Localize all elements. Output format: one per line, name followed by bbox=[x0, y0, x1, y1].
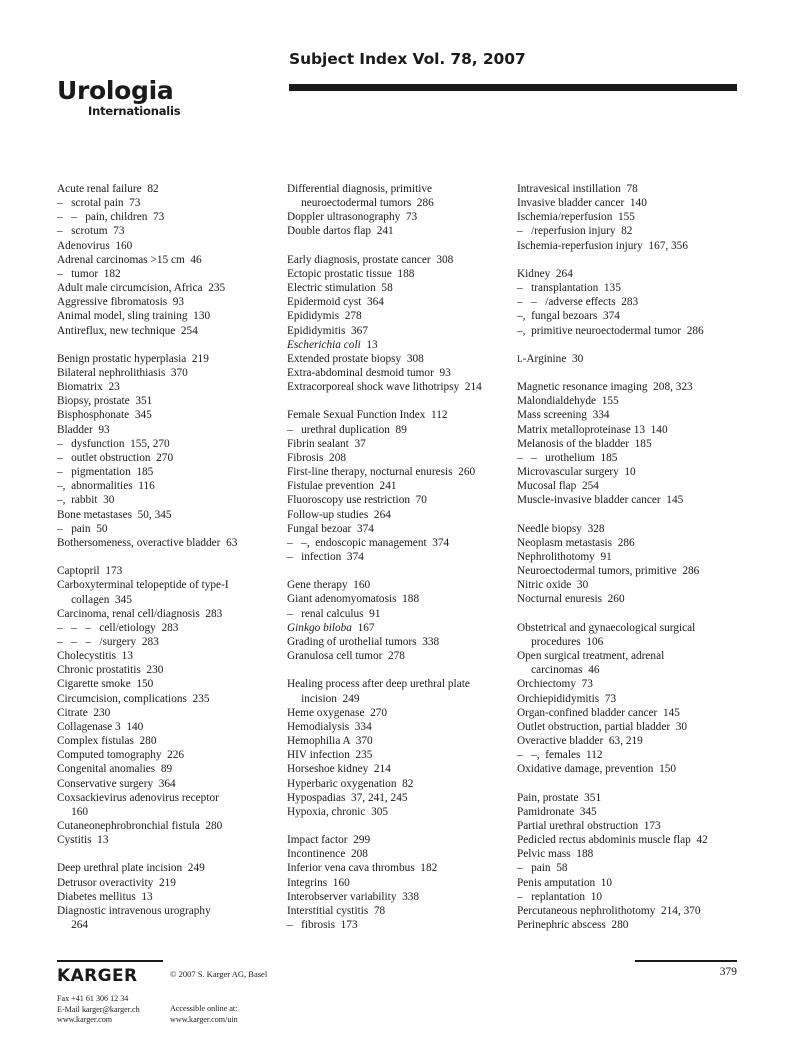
index-entry: Grading of urothelial tumors 338 bbox=[287, 635, 440, 648]
index-entry: – tumor 182 bbox=[57, 267, 121, 280]
index-entry: Hemophilia A 370 bbox=[287, 735, 373, 748]
index-entry: – – – /surgery 283 bbox=[57, 635, 159, 648]
index-entry: – fibrosis 173 bbox=[287, 919, 358, 932]
index-entry: – – – cell/etiology 283 bbox=[57, 621, 179, 634]
online-access bbox=[170, 1004, 238, 1025]
page-title: Subject Index Vol. 78, 2007 bbox=[289, 50, 526, 68]
index-entry: Partial urethral obstruction 173 bbox=[517, 819, 661, 832]
index-entry: incision 249 bbox=[287, 692, 360, 705]
index-group-separator bbox=[287, 564, 517, 578]
publisher-fax: Fax +41 61 306 12 34 bbox=[57, 994, 129, 1003]
publisher-logo: KARGER bbox=[57, 966, 138, 986]
online-access-label: Accessible online at: bbox=[170, 1004, 238, 1013]
index-entry: Gene therapy 160 bbox=[287, 579, 371, 592]
index-entry: Pedicled rectus abdominis muscle flap 42 bbox=[517, 834, 708, 847]
index-entry: Healing process after deep urethral plate bbox=[287, 678, 470, 691]
index-entry: Extracorporeal shock wave lithotripsy 214 bbox=[287, 381, 482, 394]
index-group-separator bbox=[517, 508, 747, 522]
index-entry: Carcinoma, renal cell/diagnosis 283 bbox=[57, 607, 223, 620]
index-entry: – urethral duplication 89 bbox=[287, 423, 407, 436]
index-group-separator bbox=[517, 776, 747, 790]
index-group-separator bbox=[287, 394, 517, 408]
index-entry: Hypoxia, chronic 305 bbox=[287, 805, 389, 818]
index-entry: Fibrosis 208 bbox=[287, 451, 347, 464]
index-entry: Epididymis 278 bbox=[287, 310, 362, 323]
index-entry: –, fungal bezoars 374 bbox=[517, 310, 620, 323]
index-entry: Intravesical instillation 78 bbox=[517, 183, 638, 195]
index-group-separator bbox=[287, 663, 517, 677]
index-entry: Chronic prostatitis 230 bbox=[57, 664, 164, 677]
index-entry: Biomatrix 23 bbox=[57, 381, 120, 394]
index-entry: Melanosis of the bladder 185 bbox=[517, 437, 652, 450]
index-entry: collagen 345 bbox=[57, 593, 132, 606]
index-entry: Computed tomography 226 bbox=[57, 749, 185, 762]
index-entry: – /reperfusion injury 82 bbox=[517, 225, 633, 238]
index-entry: Penis amputation 10 bbox=[517, 876, 613, 889]
index-entry: Coxsackievirus adenovirus receptor bbox=[57, 791, 219, 804]
index-entry: – pain 58 bbox=[517, 862, 568, 875]
index-entry: Fungal bezoar 374 bbox=[287, 522, 374, 535]
page-number: 379 bbox=[719, 966, 737, 978]
index-entry: Bladder 93 bbox=[57, 423, 110, 436]
index-entry: Overactive bladder 63, 219 bbox=[517, 735, 643, 748]
index-entry: Adenovirus 160 bbox=[57, 239, 133, 252]
index-group-separator bbox=[517, 253, 747, 267]
index-entry: Matrix metalloproteinase 13 140 bbox=[517, 423, 668, 436]
index-entry: Follow-up studies 264 bbox=[287, 508, 391, 521]
publisher-contact bbox=[57, 994, 140, 1026]
index-entry: Aggressive fibromatosis 93 bbox=[57, 296, 185, 309]
journal-name: Urologia bbox=[57, 76, 174, 105]
journal-subtitle: Internationalis bbox=[88, 104, 181, 118]
index-entry: Hemodialysis 334 bbox=[287, 720, 372, 733]
index-entry: Percutaneous nephrolithotomy 214, 370 bbox=[517, 904, 701, 917]
index-entry: Orchiectomy 73 bbox=[517, 678, 593, 691]
index-entry: – dysfunction 155, 270 bbox=[57, 437, 170, 450]
index-entry: Double dartos flap 241 bbox=[287, 225, 394, 238]
index-entry: Pain, prostate 351 bbox=[517, 791, 602, 804]
index-entry: Benign prostatic hyperplasia 219 bbox=[57, 352, 209, 365]
index-entry: Electric stimulation 58 bbox=[287, 282, 393, 295]
index-entry: 160 bbox=[57, 805, 89, 818]
index-entry: Complex fistulas 280 bbox=[57, 735, 157, 748]
index-entry: Diabetes mellitus 13 bbox=[57, 890, 153, 903]
index-entry: Oxidative damage, prevention 150 bbox=[517, 763, 677, 776]
index-entry: –, primitive neuroectodermal tumor 286 bbox=[517, 324, 704, 337]
index-entry: Deep urethral plate incision 249 bbox=[57, 862, 205, 875]
italic-term: Escherichia coli bbox=[287, 338, 361, 351]
index-entry: Organ-confined bladder cancer 145 bbox=[517, 706, 680, 719]
index-entry: HIV infection 235 bbox=[287, 749, 373, 762]
index-entry: procedures 106 bbox=[517, 635, 604, 648]
publisher-website: www.karger.com bbox=[57, 1015, 113, 1024]
index-entry: Ischemia-reperfusion injury 167, 356 bbox=[517, 239, 688, 252]
index-entry: Ectopic prostatic tissue 188 bbox=[287, 267, 415, 280]
index-entry: Circumcision, complications 235 bbox=[57, 692, 210, 705]
index-group-separator bbox=[517, 607, 747, 621]
index-entry: Bilateral nephrolithiasis 370 bbox=[57, 367, 188, 380]
index-entry: Hypospadias 37, 241, 245 bbox=[287, 791, 408, 804]
index-entry: Ginkgo biloba 167 bbox=[287, 621, 375, 634]
index-column-1 bbox=[57, 182, 287, 932]
index-entry: carcinomas 46 bbox=[517, 664, 600, 677]
index-entry: Collagenase 3 140 bbox=[57, 720, 144, 733]
index-entry: L-Arginine 30 bbox=[517, 352, 584, 365]
index-entry: Invasive bladder cancer 140 bbox=[517, 197, 647, 210]
index-entry: Integrins 160 bbox=[287, 876, 350, 889]
index-entry: Detrusor overactivity 219 bbox=[57, 876, 176, 889]
index-entry: –, rabbit 30 bbox=[57, 494, 115, 507]
index-entry: Mucosal flap 254 bbox=[517, 480, 599, 493]
index-entry: Hyperbaric oxygenation 82 bbox=[287, 777, 414, 790]
index-entry: Captopril 173 bbox=[57, 565, 123, 578]
index-group-separator bbox=[57, 550, 287, 564]
index-entry: – – pain, children 73 bbox=[57, 211, 165, 224]
index-entry: Bothersomeness, overactive bladder 63 bbox=[57, 536, 238, 549]
publisher-email: E-Mail karger@karger.ch bbox=[57, 1004, 140, 1014]
index-group-separator bbox=[287, 239, 517, 253]
index-entry: – –, endoscopic management 374 bbox=[287, 536, 450, 549]
index-entry: –, abnormalities 116 bbox=[57, 480, 155, 493]
index-entry: – –, females 112 bbox=[517, 749, 603, 762]
index-entry: Needle biopsy 328 bbox=[517, 522, 605, 535]
index-entry: Female Sexual Function Index 112 bbox=[287, 409, 448, 422]
index-entry: Perinephric abscess 280 bbox=[517, 919, 629, 932]
index-entry: – outlet obstruction 270 bbox=[57, 451, 174, 464]
index-entry: Acute renal failure 82 bbox=[57, 183, 159, 195]
index-entry: Escherichia coli 13 bbox=[287, 338, 378, 351]
index-group-separator bbox=[517, 338, 747, 352]
copyright-notice: © 2007 S. Karger AG, Basel bbox=[170, 969, 268, 979]
index-entry: 264 bbox=[57, 919, 89, 932]
index-entry: Malondialdehyde 155 bbox=[517, 395, 619, 408]
index-group-separator bbox=[287, 819, 517, 833]
index-entry: – transplantation 135 bbox=[517, 282, 621, 295]
index-entry: Epidermoid cyst 364 bbox=[287, 296, 384, 309]
index-entry: Extended prostate biopsy 308 bbox=[287, 352, 424, 365]
index-entry: Obstetrical and gynaecological surgical bbox=[517, 621, 696, 634]
index-entry: Nitric oxide 30 bbox=[517, 579, 589, 592]
index-entry: neuroectodermal tumors 286 bbox=[287, 197, 434, 210]
index-entry: Neuroectodermal tumors, primitive 286 bbox=[517, 565, 700, 578]
index-entry: Neoplasm metastasis 286 bbox=[517, 536, 635, 549]
index-entry: – pigmentation 185 bbox=[57, 466, 154, 479]
index-entry: Extra-abdominal desmoid tumor 93 bbox=[287, 367, 451, 380]
index-entry: Animal model, sling training 130 bbox=[57, 310, 211, 323]
index-entry: Inferior vena cava thrombus 182 bbox=[287, 862, 438, 875]
index-entry: Incontinence 208 bbox=[287, 848, 368, 861]
index-entry: Congenital anomalies 89 bbox=[57, 763, 173, 776]
index-entry: Bone metastases 50, 345 bbox=[57, 508, 172, 521]
index-entry: Conservative surgery 364 bbox=[57, 777, 176, 790]
index-entry: Differential diagnosis, primitive bbox=[287, 183, 433, 195]
index-entry: Epididymitis 367 bbox=[287, 324, 368, 337]
index-entry: Early diagnosis, prostate cancer 308 bbox=[287, 253, 454, 266]
index-entry: Bisphosphonate 345 bbox=[57, 409, 152, 422]
index-entry: Fibrin sealant 37 bbox=[287, 437, 366, 450]
index-entry: – scrotum 73 bbox=[57, 225, 125, 238]
index-entry: – renal calculus 91 bbox=[287, 607, 381, 620]
index-entry: Citrate 230 bbox=[57, 706, 111, 719]
index-entry: Carboxyterminal telopeptide of type-I bbox=[57, 579, 229, 592]
title-rule bbox=[289, 84, 737, 91]
index-entry: Adult male circumcision, Africa 235 bbox=[57, 282, 226, 295]
index-entry: Antireflux, new technique 254 bbox=[57, 324, 198, 337]
index-entry: Biopsy, prostate 351 bbox=[57, 395, 153, 408]
index-entry: Nocturnal enuresis 260 bbox=[517, 593, 625, 606]
index-entry: Outlet obstruction, partial bladder 30 bbox=[517, 720, 688, 733]
index-entry: – scrotal pain 73 bbox=[57, 197, 141, 210]
index-entry: Impact factor 299 bbox=[287, 834, 371, 847]
index-column-3 bbox=[517, 182, 747, 932]
index-entry: Interobserver variability 338 bbox=[287, 890, 420, 903]
index-entry: Heme oxygenase 270 bbox=[287, 706, 388, 719]
index-entry: Kidney 264 bbox=[517, 267, 573, 280]
index-entry: Adrenal carcinomas >15 cm 46 bbox=[57, 253, 202, 266]
index-entry: Pamidronate 345 bbox=[517, 805, 597, 818]
index-entry: – replantation 10 bbox=[517, 890, 603, 903]
index-entry: Open surgical treatment, adrenal bbox=[517, 650, 665, 663]
index-entry: Pelvic mass 188 bbox=[517, 848, 594, 861]
index-entry: – infection 374 bbox=[287, 551, 364, 564]
index-entry: Cystitis 13 bbox=[57, 834, 109, 847]
online-access-url: www.karger.com/uin bbox=[170, 1014, 238, 1024]
index-entry: Fistulae prevention 241 bbox=[287, 480, 397, 493]
index-entry: – – urothelium 185 bbox=[517, 451, 618, 464]
index-entry: Ischemia/reperfusion 155 bbox=[517, 211, 635, 224]
index-columns bbox=[0, 182, 793, 932]
italic-term: Ginkgo biloba bbox=[287, 621, 352, 634]
index-entry: Doppler ultrasonography 73 bbox=[287, 211, 418, 224]
index-entry: Horseshoe kidney 214 bbox=[287, 763, 391, 776]
index-entry: Magnetic resonance imaging 208, 323 bbox=[517, 381, 693, 394]
index-entry: Cholecystitis 13 bbox=[57, 650, 133, 663]
page-footer bbox=[0, 950, 793, 1059]
index-group-separator bbox=[517, 366, 747, 380]
index-entry: Cigarette smoke 150 bbox=[57, 678, 154, 691]
footer-rule-left bbox=[57, 960, 163, 962]
index-entry: Nephrolithotomy 91 bbox=[517, 551, 612, 563]
index-entry: Fluoroscopy use restriction 70 bbox=[287, 494, 427, 507]
index-entry: Granulosa cell tumor 278 bbox=[287, 650, 405, 663]
footer-rule-right bbox=[635, 960, 737, 962]
journal-masthead bbox=[57, 78, 257, 118]
index-column-2 bbox=[287, 182, 517, 932]
small-cap-prefix: L bbox=[517, 353, 523, 364]
index-entry: – – /adverse effects 283 bbox=[517, 296, 639, 309]
index-entry: Mass screening 334 bbox=[517, 409, 610, 422]
index-entry: Giant adenomyomatosis 188 bbox=[287, 593, 420, 606]
index-entry: Orchiepididymitis 73 bbox=[517, 692, 617, 705]
page-header bbox=[0, 0, 793, 160]
index-entry: Cutaneonephrobronchial fistula 280 bbox=[57, 820, 223, 832]
index-entry: First-line therapy, nocturnal enuresis 260 bbox=[287, 466, 476, 479]
index-entry: Interstitial cystitis 78 bbox=[287, 904, 386, 917]
index-group-separator bbox=[57, 847, 287, 861]
index-entry: Muscle-invasive bladder cancer 145 bbox=[517, 494, 684, 507]
index-entry: Microvascular surgery 10 bbox=[517, 466, 636, 479]
index-group-separator bbox=[57, 338, 287, 352]
index-entry: Diagnostic intravenous urography bbox=[57, 904, 211, 917]
index-entry: – pain 50 bbox=[57, 522, 108, 535]
